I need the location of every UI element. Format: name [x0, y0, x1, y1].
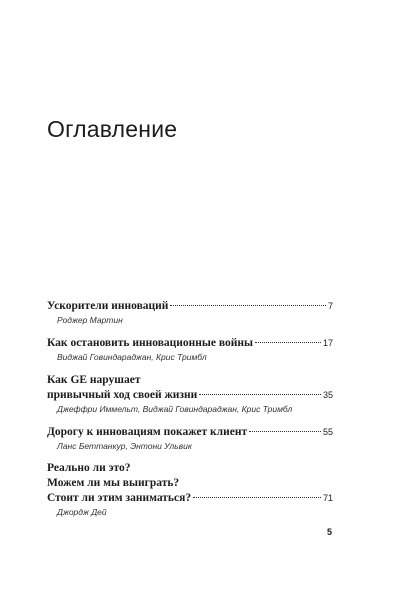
toc-entry-author: Виджай Говиндараджан, Крис Тримбл — [57, 352, 207, 362]
toc-entry-title: Реально ли это? — [47, 462, 131, 474]
toc-entry-page-number: 7 — [327, 301, 333, 311]
toc-entry-title-line — [47, 336, 333, 351]
toc-entry — [47, 425, 333, 452]
toc-entry-title: Как GE нарушает — [47, 374, 141, 386]
toc-entry-title: Дорогу к инновациям покажет клиент — [47, 426, 248, 438]
dot-leader — [249, 431, 321, 432]
toc-entry-author: Джордж Дей — [57, 507, 107, 517]
toc-entry-title-line — [47, 299, 333, 314]
toc-entry-title-line — [47, 491, 333, 506]
dot-leader — [193, 497, 321, 498]
toc-entry-title: привычный ход своей жизни — [47, 389, 198, 401]
dot-leader — [255, 342, 321, 343]
toc-entry-title: Можем ли мы выиграть? — [47, 477, 180, 489]
toc-entry-title-line — [47, 461, 333, 476]
toc-entry-title: Ускорители инноваций — [47, 300, 169, 312]
page-number: 5 — [327, 527, 333, 537]
toc-entry-title-line — [47, 388, 333, 403]
toc-entry-author: Джеффри Иммельт, Виджай Говиндараджан, Крис Тримбл — [57, 404, 293, 414]
toc-entry — [47, 336, 333, 363]
toc-entry-title-line — [47, 476, 333, 491]
toc-entry-title-line — [47, 425, 333, 440]
toc-entry-title: Как остановить инновационные войны — [47, 337, 253, 349]
dot-leader — [170, 305, 326, 306]
dot-leader — [199, 394, 321, 395]
toc-entry — [47, 373, 333, 415]
toc-entry-author: Ланс Беттанкур, Энтони Ульвик — [57, 441, 192, 451]
toc-entry — [47, 461, 333, 518]
toc-entry-page-number: 71 — [322, 493, 333, 503]
toc-entry-title: Стоит ли этим заниматься? — [47, 492, 192, 504]
toc-entry-title-line — [47, 373, 333, 388]
page-title: Оглавление — [47, 116, 178, 142]
toc-entry-author: Роджер Мартин — [57, 315, 123, 325]
toc-entry-page-number: 55 — [322, 427, 333, 437]
toc-entry-page-number: 35 — [322, 390, 333, 400]
toc-entry — [47, 299, 333, 326]
toc-entry-page-number: 17 — [322, 338, 333, 348]
